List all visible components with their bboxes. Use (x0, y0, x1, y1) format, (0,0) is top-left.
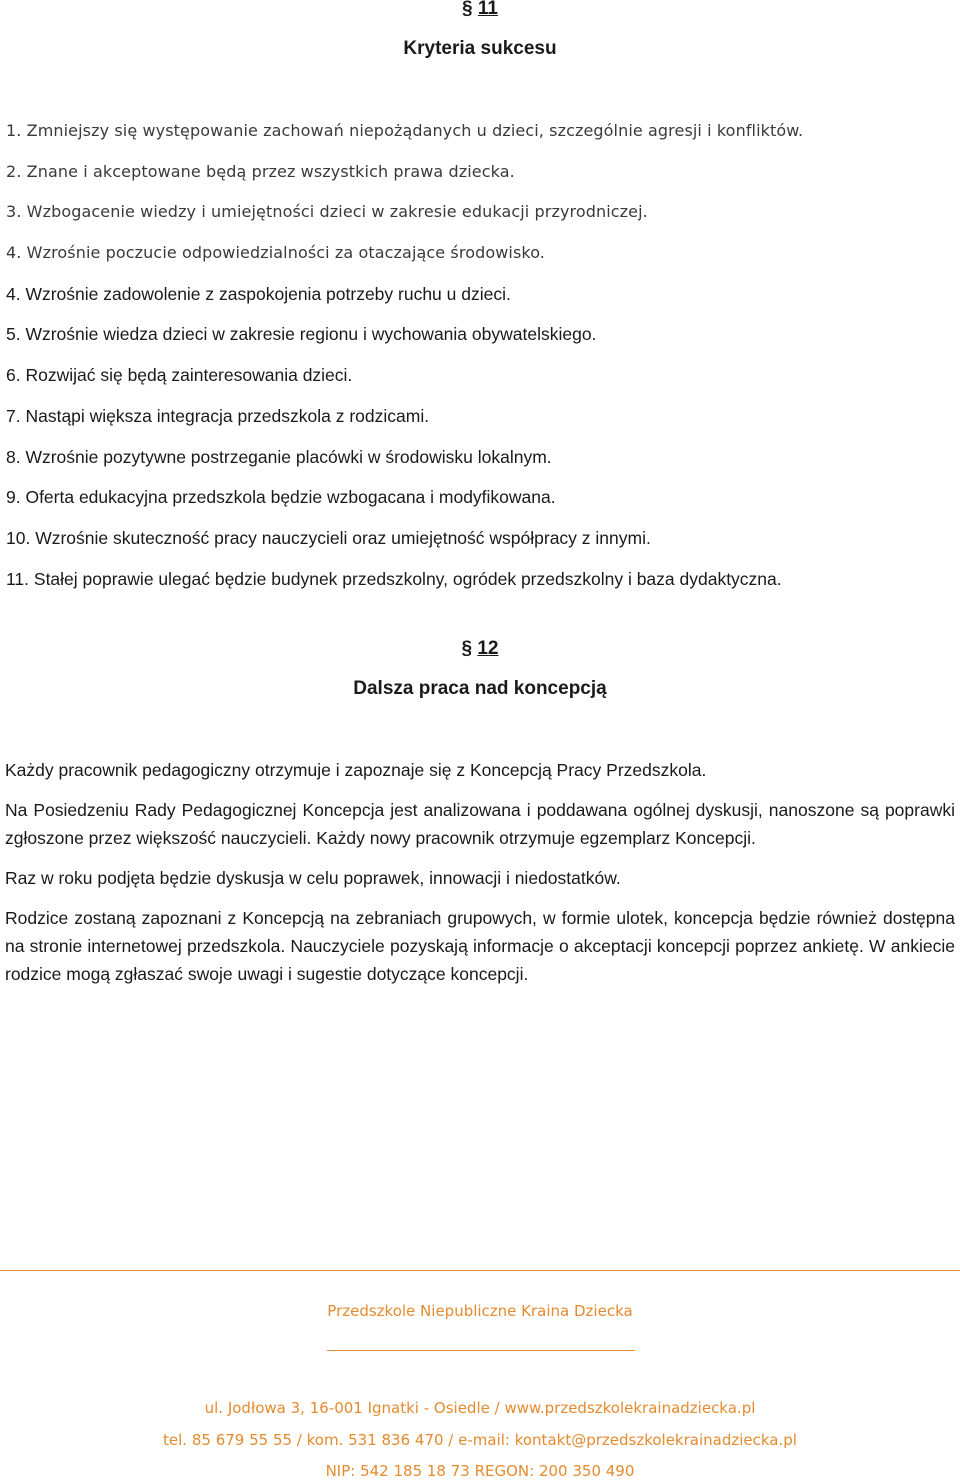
list-item: 8. Wzrośnie pozytywne postrzeganie placówki w środowisku lokalnym. (6, 446, 552, 467)
footer-divider (0, 1270, 960, 1271)
paragraph: Na Posiedzeniu Rady Pedagogicznej Koncepcja jest analizowana i poddawana ogólnej dyskusji, nanoszone są poprawki zgłoszone przez większość nauczycieli. Każdy nowy pracownik otrzymuje egzemplarz Koncepcji. (5, 800, 955, 848)
footer-contact: tel. 85 679 55 55 / kom. 531 836 470 / e-mail: kontakt@przedszkolekrainadziecka.pl (163, 1431, 797, 1449)
section-11-heading (0, 0, 960, 20)
section-11-title: Kryteria sukcesu (403, 38, 557, 59)
list-item: 7. Nastąpi większa integracja przedszkola z rodzicami. (6, 405, 430, 426)
list-item: 11. Stałej poprawie ulegać będzie budynek przedszkolny, ogródek przedszkolny i baza dydaktyczna. (6, 568, 782, 589)
list-item: 9. Oferta edukacyjna przedszkola będzie wzbogacana i modyfikowana. (6, 487, 556, 508)
section-12-title: Dalsza praca nad koncepcją (353, 678, 607, 699)
footer-underline (327, 1350, 635, 1351)
paragraph: Raz w roku podjęta będzie dyskusja w celu poprawek, innowacji i niedostatków. (5, 868, 621, 888)
list-item: 4. Wzrośnie zadowolenie z zaspokojenia potrzeby ruchu u dzieci. (6, 283, 511, 304)
section-number: 12 (477, 638, 499, 659)
paragraph: Każdy pracownik pedagogiczny otrzymuje i zapoznaje się z Koncepcją Pracy Przedszkola. (5, 760, 707, 780)
section-12-body (5, 756, 955, 1000)
list-item: 4. Wzrośnie poczucie odpowiedzialności za otaczające środowisko. (6, 243, 545, 263)
list-item: 10. Wzrośnie skuteczność pracy nauczycieli oraz umiejętność współpracy z innymi. (6, 527, 651, 548)
footer-address: ul. Jodłowa 3, 16-001 Ignatki - Osiedle / www.przedszkolekrainadziecka.pl (204, 1399, 756, 1417)
footer-school-name: Przedszkole Niepubliczne Kraina Dziecka (327, 1302, 633, 1320)
section-12-heading (0, 638, 960, 660)
list-item: 6. Rozwijać się będą zainteresowania dzieci. (6, 365, 353, 386)
section-number: 11 (477, 0, 498, 19)
section-symbol: § (462, 0, 473, 19)
list-item: 3. Wzbogacenie wiedzy i umiejętności dzieci w zakresie edukacji przyrodniczej. (6, 202, 648, 222)
paragraph: Rodzice zostaną zapoznani z Koncepcją na zebraniach grupowych, w formie ulotek, koncepcja będzie również dostępna na stronie internetowej przedszkola. Nauczyciele pozyskają informacje o akceptacji koncepcji poprzez ankietę. W ankiecie rodzice mogą zgłaszać swoje uwagi i sugestie dotyczące koncepcji. (5, 908, 955, 984)
list-item: 1. Zmniejszy się występowanie zachowań niepożądanych u dzieci, szczególnie agresji i konfliktów. (6, 121, 804, 140)
success-criteria-list (6, 118, 803, 606)
list-item: 5. Wzrośnie wiedza dzieci w zakresie regionu i wychowania obywatelskiego. (6, 324, 597, 345)
footer-ids: NIP: 542 185 18 73 REGON: 200 350 490 (325, 1462, 635, 1480)
section-symbol: § (461, 638, 473, 659)
list-item: 2. Znane i akceptowane będą przez wszystkich prawa dziecka. (6, 161, 515, 181)
